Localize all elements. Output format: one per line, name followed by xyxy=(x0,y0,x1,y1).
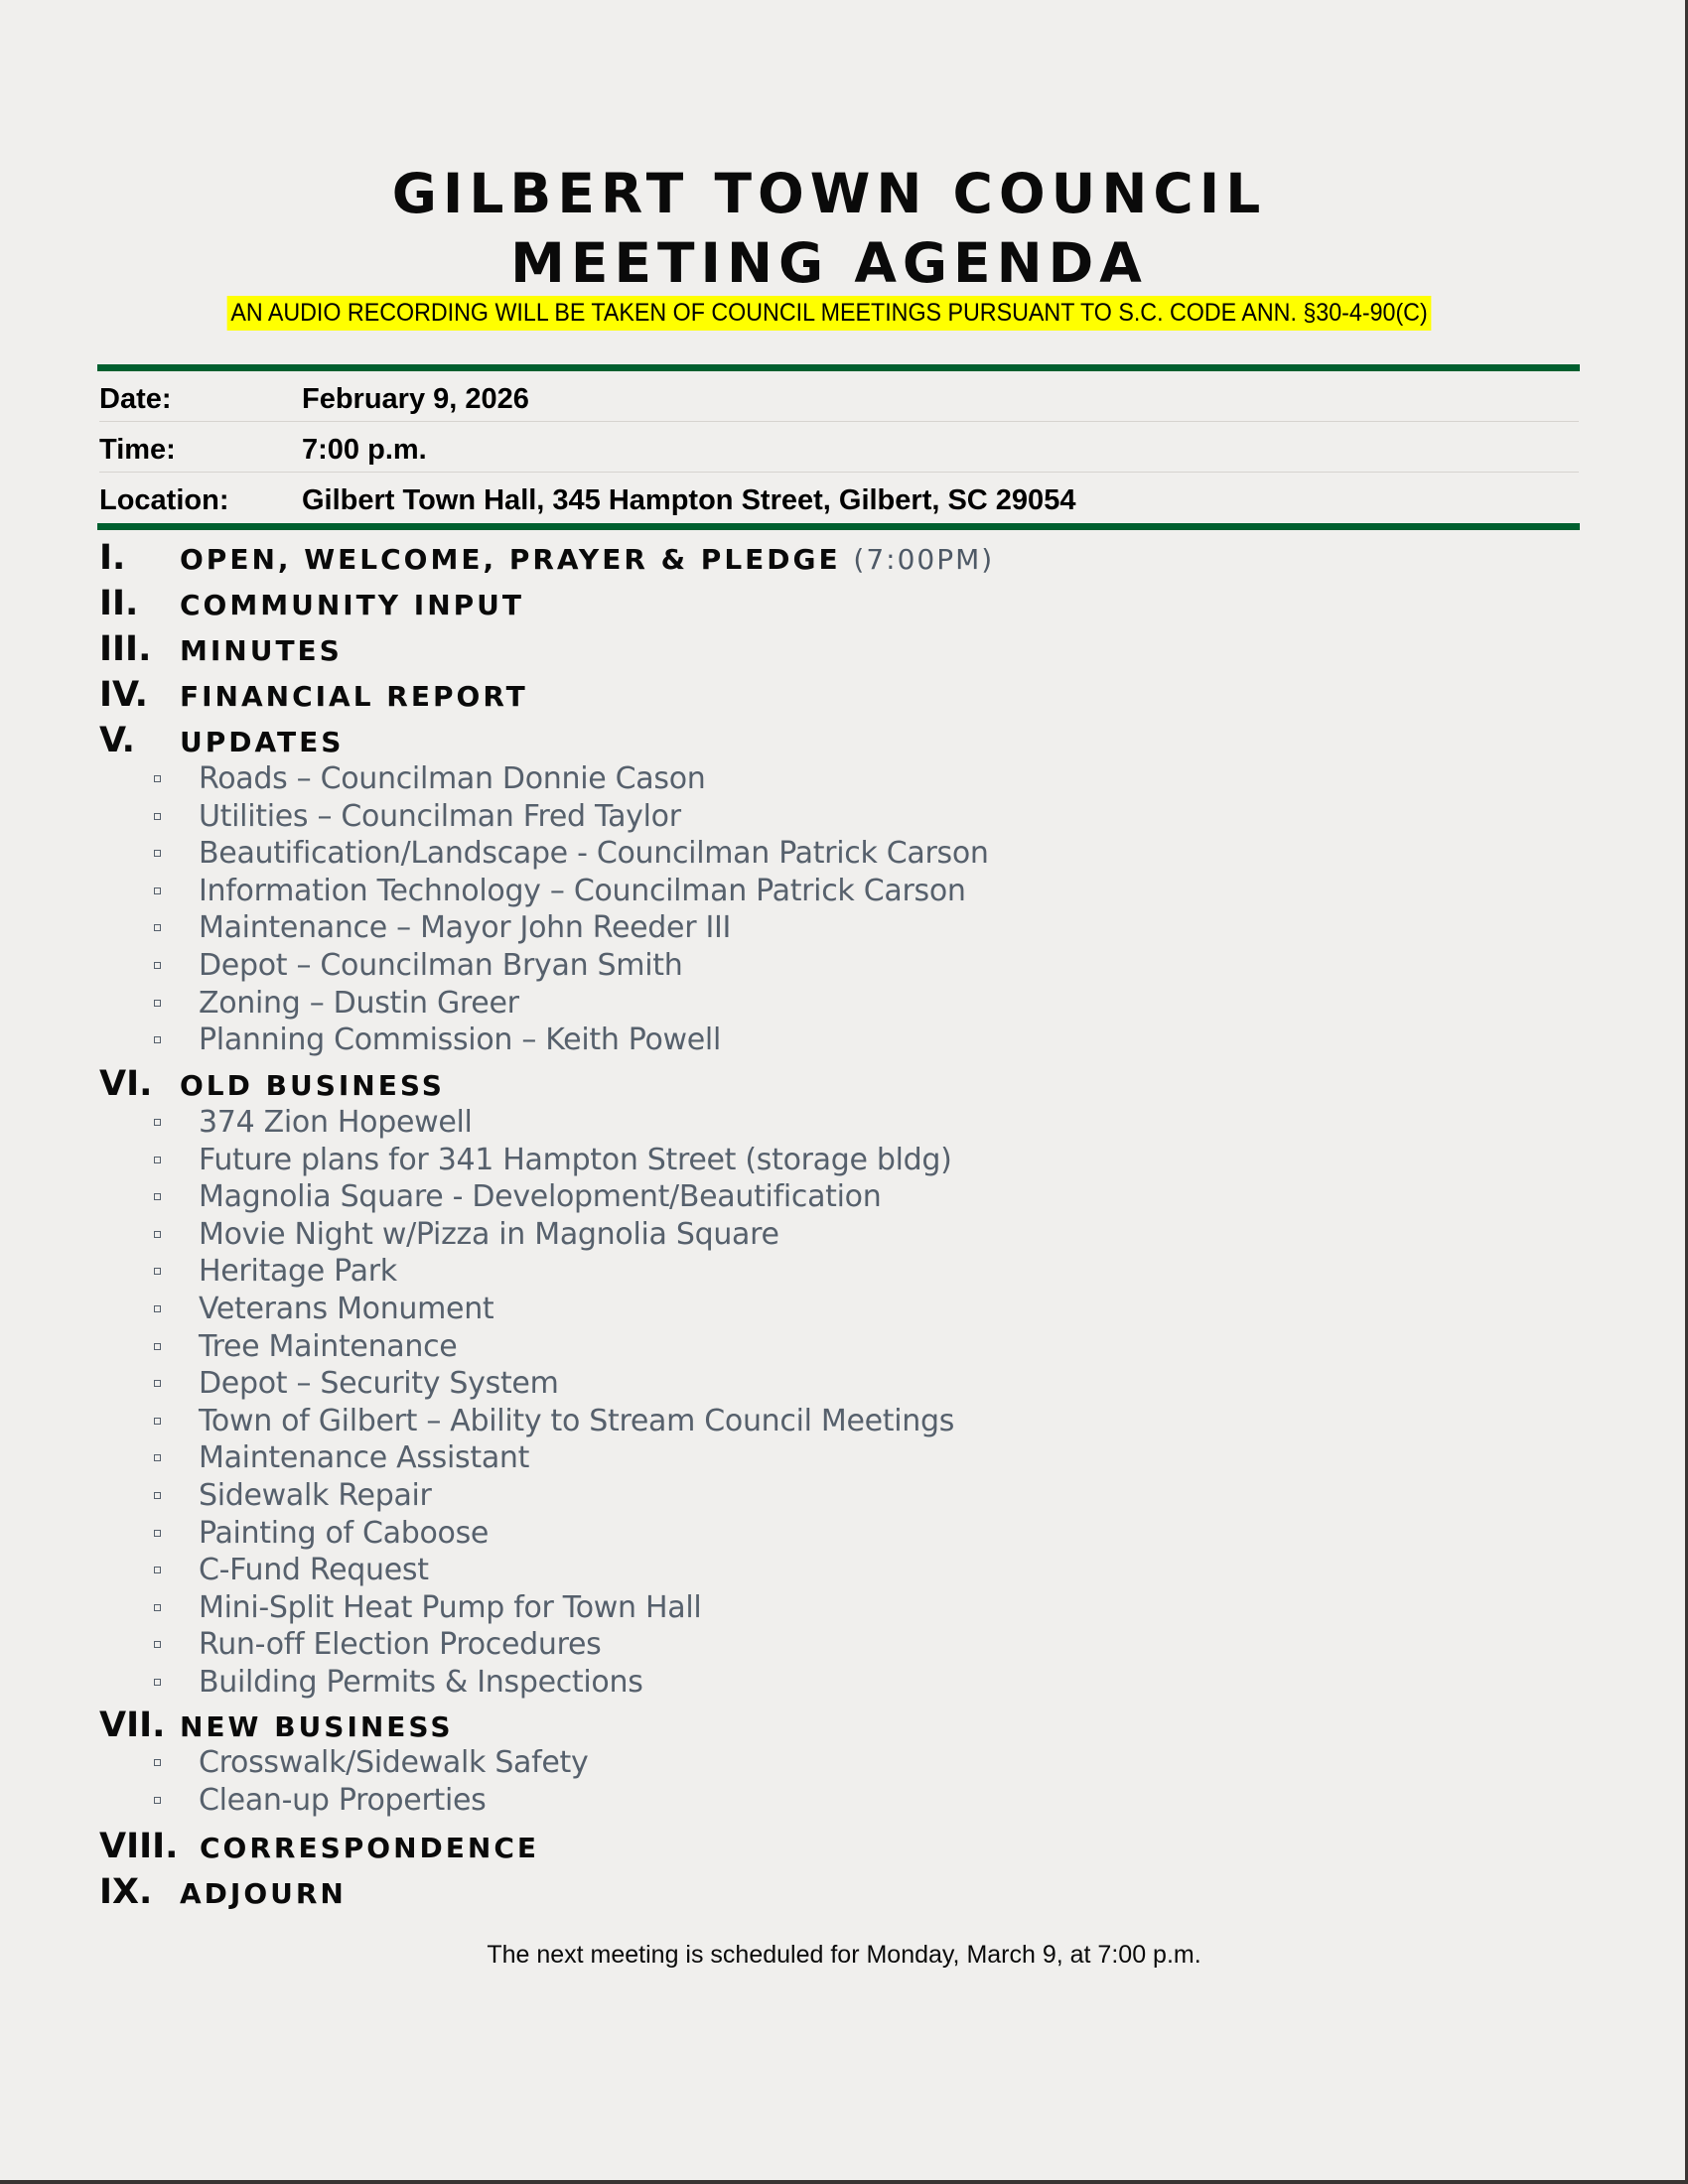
square-bullet-icon xyxy=(154,1454,161,1461)
time-label: Time: xyxy=(99,434,176,466)
list-item-text: Depot – Councilman Bryan Smith xyxy=(199,947,683,983)
section-title: CORRESPONDENCE xyxy=(200,1832,540,1864)
section-number: VI. xyxy=(99,1064,153,1104)
list-item-text: Sidewalk Repair xyxy=(199,1477,432,1513)
section-title: COMMUNITY INPUT xyxy=(180,589,524,621)
square-bullet-icon xyxy=(154,1000,161,1007)
section-number: III. xyxy=(99,629,152,669)
location-value: Gilbert Town Hall, 345 Hampton Street, Gilbert, SC 29054 xyxy=(302,484,1076,516)
list-item-text: Painting of Caboose xyxy=(199,1515,490,1551)
page-title-line1: GILBERT TOWN COUNCIL xyxy=(391,162,1267,225)
section-number: V. xyxy=(99,721,135,760)
list-item-text: Beautification/Landscape - Councilman Patrick Carson xyxy=(199,836,989,872)
list-item-text: Maintenance Assistant xyxy=(199,1440,530,1476)
meta-row-date xyxy=(99,371,1579,422)
square-bullet-icon xyxy=(154,1797,161,1804)
square-bullet-icon xyxy=(154,1036,161,1043)
section-number: VIII. xyxy=(99,1827,179,1866)
section-time-note: (7:00PM) xyxy=(853,543,995,576)
square-bullet-icon xyxy=(154,962,161,969)
top-rule xyxy=(97,364,1580,371)
list-item-text: Maintenance – Mayor John Reeder III xyxy=(199,910,732,946)
list-item-text: Future plans for 341 Hampton Street (storage bldg) xyxy=(199,1142,952,1177)
section-number: VII. xyxy=(99,1706,166,1745)
section-number: IX. xyxy=(99,1872,153,1912)
section-title: ADJOURN xyxy=(180,1877,347,1910)
square-bullet-icon xyxy=(154,887,161,894)
list-item-text: Clean-up Properties xyxy=(199,1782,487,1818)
list-item-text: Roads – Councilman Donnie Cason xyxy=(199,761,706,796)
date-value: February 9, 2026 xyxy=(302,383,529,415)
list-item-text: Heritage Park xyxy=(199,1254,397,1290)
section-title: UPDATES xyxy=(180,726,345,758)
section-title: NEW BUSINESS xyxy=(180,1710,454,1743)
square-bullet-icon xyxy=(154,1492,161,1499)
bottom-rule xyxy=(97,523,1580,530)
square-bullet-icon xyxy=(154,1231,161,1238)
next-meeting-note: The next meeting is scheduled for Monday, March 9, at 7:00 p.m. xyxy=(487,1941,1201,1969)
meta-row-time xyxy=(99,422,1579,473)
square-bullet-icon xyxy=(154,1418,161,1425)
location-label: Location: xyxy=(99,484,229,516)
list-item-text: Movie Night w/Pizza in Magnolia Square xyxy=(199,1216,779,1252)
list-item-text: Depot – Security System xyxy=(199,1366,559,1402)
list-item-text: Mini-Split Heat Pump for Town Hall xyxy=(199,1589,702,1625)
section-title: OPEN, WELCOME, PRAYER & PLEDGE xyxy=(180,543,841,576)
square-bullet-icon xyxy=(154,924,161,931)
square-bullet-icon xyxy=(154,1380,161,1387)
square-bullet-icon xyxy=(154,1119,161,1126)
section-title: MINUTES xyxy=(180,634,343,667)
square-bullet-icon xyxy=(154,1193,161,1200)
square-bullet-icon xyxy=(154,775,161,782)
section-number: I. xyxy=(99,538,126,578)
section-heading xyxy=(180,542,994,578)
time-value: 7:00 p.m. xyxy=(302,434,427,466)
list-item-text: C-Fund Request xyxy=(199,1553,429,1588)
recording-notice: AN AUDIO RECORDING WILL BE TAKEN OF COUNCIL MEETINGS PURSUANT TO S.C. CODE ANN. §30-4-90(C) xyxy=(227,296,1432,331)
page-border-bottom xyxy=(0,2180,1688,2184)
square-bullet-icon xyxy=(154,1641,161,1648)
square-bullet-icon xyxy=(154,1305,161,1312)
square-bullet-icon xyxy=(154,1604,161,1611)
meta-row-location xyxy=(99,473,1579,522)
page-title-line2: MEETING AGENDA xyxy=(510,231,1148,295)
date-label: Date: xyxy=(99,383,172,415)
list-item-text: Run-off Election Procedures xyxy=(199,1627,602,1663)
square-bullet-icon xyxy=(154,1567,161,1573)
section-number: IV. xyxy=(99,675,148,715)
section-title: FINANCIAL REPORT xyxy=(180,680,528,713)
list-item-text: Town of Gilbert – Ability to Stream Council Meetings xyxy=(199,1403,955,1438)
list-item-text: Crosswalk/Sidewalk Safety xyxy=(199,1745,589,1780)
recording-notice-wrap xyxy=(0,296,1658,331)
square-bullet-icon xyxy=(154,1343,161,1350)
list-item-text: Magnolia Square - Development/Beautification xyxy=(199,1179,882,1215)
list-item-text: Information Technology – Councilman Patrick Carson xyxy=(199,873,966,908)
list-item-text: 374 Zion Hopewell xyxy=(199,1105,473,1140)
list-item-text: Utilities – Councilman Fred Taylor xyxy=(199,798,681,834)
list-item-text: Building Permits & Inspections xyxy=(199,1664,643,1700)
square-bullet-icon xyxy=(154,1268,161,1275)
list-item-text: Planning Commission – Keith Powell xyxy=(199,1023,722,1058)
square-bullet-icon xyxy=(154,1530,161,1537)
square-bullet-icon xyxy=(154,813,161,820)
square-bullet-icon xyxy=(154,1157,161,1163)
square-bullet-icon xyxy=(154,1759,161,1766)
square-bullet-icon xyxy=(154,850,161,857)
list-item-text: Veterans Monument xyxy=(199,1291,494,1326)
section-title: OLD BUSINESS xyxy=(180,1069,445,1102)
list-item-text: Tree Maintenance xyxy=(199,1328,458,1364)
square-bullet-icon xyxy=(154,1679,161,1686)
section-number: II. xyxy=(99,584,139,623)
list-item-text: Zoning – Dustin Greer xyxy=(199,985,519,1021)
